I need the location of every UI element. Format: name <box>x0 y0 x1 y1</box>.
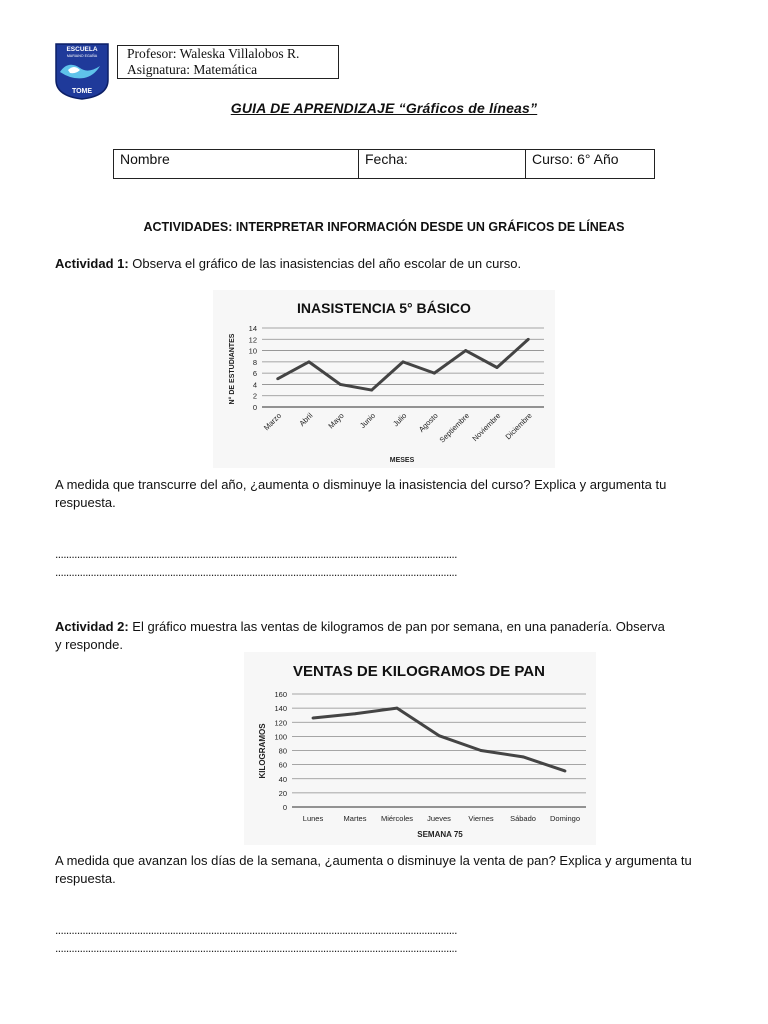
logo-text-tome: TOME <box>71 88 93 95</box>
section-title: ACTIVIDADES: INTERPRETAR INFORMACIÓN DESDE UN GRÁFICOS DE LÍNEAS <box>143 220 625 234</box>
chart1-title: INASISTENCIA 5° BÁSICO <box>297 300 471 316</box>
c1-ytick-label: 2 <box>252 391 257 401</box>
answer-line-2b[interactable]: ................................................................................................................................................... <box>55 942 457 955</box>
c1-ytick-label: 8 <box>252 357 257 367</box>
c2-xtick-label: Domingo <box>549 814 581 823</box>
activity-1-question: A medida que transcurre del año, ¿aumenta o disminuye la inasistencia del curso? Explica y argumenta tu respuesta. <box>55 477 667 510</box>
chart2-title: VENTAS DE KILOGRAMOS DE PAN <box>293 663 545 680</box>
logo-text-name: MARIANO EGAÑA <box>66 54 98 58</box>
c1-point <box>308 360 311 363</box>
c2-ytick-label: 100 <box>274 732 287 742</box>
c1-point <box>402 360 405 363</box>
c2-xtick-label: Viernes <box>468 814 494 823</box>
guide-title: GUIA DE APRENDIZAJE “Gráficos de líneas” <box>230 100 538 116</box>
c1-xtick-label: Julio <box>391 411 409 429</box>
date-field[interactable]: Fecha: <box>359 150 526 179</box>
c2-ytick-label: 0 <box>282 803 287 812</box>
activity-2-text: El gráfico muestra las ventas de kilogramos de pan por semana, en una panadería. Observa y responde. <box>55 619 665 652</box>
c1-ytick-label: 4 <box>252 380 257 390</box>
c2-point <box>564 770 567 773</box>
activity-1-text: Observa el gráfico de las inasistencias del año escolar de un curso. <box>128 256 522 271</box>
bread-sales-line-chart <box>244 652 596 845</box>
c1-ytick-label: 0 <box>252 403 257 412</box>
c2-ytick-label: 120 <box>274 718 287 728</box>
c1-point <box>276 377 279 380</box>
c1-point <box>496 366 499 369</box>
student-info-table <box>113 149 655 179</box>
c2-ytick-label: 20 <box>278 788 287 798</box>
subject-name: Asignatura: Matemática <box>127 62 258 77</box>
c1-ytick-label: 6 <box>252 369 257 379</box>
c1-xtick-label: Junio <box>358 411 378 431</box>
name-field[interactable]: Nombre <box>114 150 359 179</box>
activity-2-label: Actividad 2: <box>55 619 129 634</box>
c2-ytick-label: 60 <box>278 760 287 770</box>
c1-xtick-label: Noviembre <box>470 411 503 444</box>
c2-xtick-label: Sábado <box>510 814 536 823</box>
c1-xtick-label: Septiembre <box>437 411 472 445</box>
chart1-ylabel: N° DE ESTUDIANTES <box>229 333 236 405</box>
c2-point <box>396 707 399 710</box>
chart2-xlabel: SEMANA 75 <box>417 830 463 839</box>
chart2-ylabel: KILOGRAMOS <box>258 723 267 779</box>
activity-2-question: A medida que avanzan los días de la semana, ¿aumenta o disminuye la venta de pan? Explica y argumenta tu respuesta. <box>55 853 692 886</box>
teacher-info-box <box>117 45 339 79</box>
teacher-name: Profesor: Waleska Villalobos R. <box>127 46 300 61</box>
c2-point <box>354 712 357 715</box>
c2-point <box>480 749 483 752</box>
c1-ytick-label: 14 <box>248 324 257 333</box>
c1-point <box>527 338 530 341</box>
c1-xtick-label: Diciembre <box>503 411 534 442</box>
activity-1-instruction <box>55 255 715 273</box>
c1-point <box>433 372 436 375</box>
course-field: Curso: 6° Año <box>526 150 655 179</box>
c2-point <box>438 734 441 737</box>
c1-xtick-label: Marzo <box>261 411 284 433</box>
answer-line-1a[interactable]: ................................................................................................................................................... <box>55 548 457 561</box>
c1-point <box>339 383 342 386</box>
c2-ytick-label: 40 <box>278 774 287 784</box>
c1-point <box>464 349 467 352</box>
logo-text-escuela: ESCUELA <box>66 46 98 53</box>
answer-line-1b[interactable]: ................................................................................................................................................... <box>55 566 457 579</box>
c1-xtick-label: Mayo <box>326 411 346 431</box>
c2-ytick-label: 160 <box>274 690 287 699</box>
absence-line-chart <box>213 290 555 468</box>
c2-xtick-label: Miércoles <box>380 814 414 823</box>
c2-xtick-label: Jueves <box>427 814 451 823</box>
c1-ytick-label: 12 <box>248 335 257 345</box>
c2-point <box>312 717 315 720</box>
c2-xtick-label: Lunes <box>302 814 324 823</box>
c1-xtick-label: Agosto <box>416 411 440 434</box>
c2-point <box>522 755 525 758</box>
activity-2-instruction <box>55 618 665 654</box>
c1-xtick-label: Abril <box>297 411 315 429</box>
c1-point <box>370 389 373 392</box>
answer-line-2a[interactable]: ................................................................................................................................................... <box>55 924 457 937</box>
c1-ytick-label: 10 <box>248 346 257 356</box>
activity-1-label: Actividad 1: <box>55 256 129 271</box>
school-logo <box>54 42 110 100</box>
c2-ytick-label: 140 <box>274 704 287 714</box>
chart1-xlabel: MESES <box>389 457 415 464</box>
c2-ytick-label: 80 <box>278 746 287 756</box>
c2-xtick-label: Martes <box>343 814 367 823</box>
